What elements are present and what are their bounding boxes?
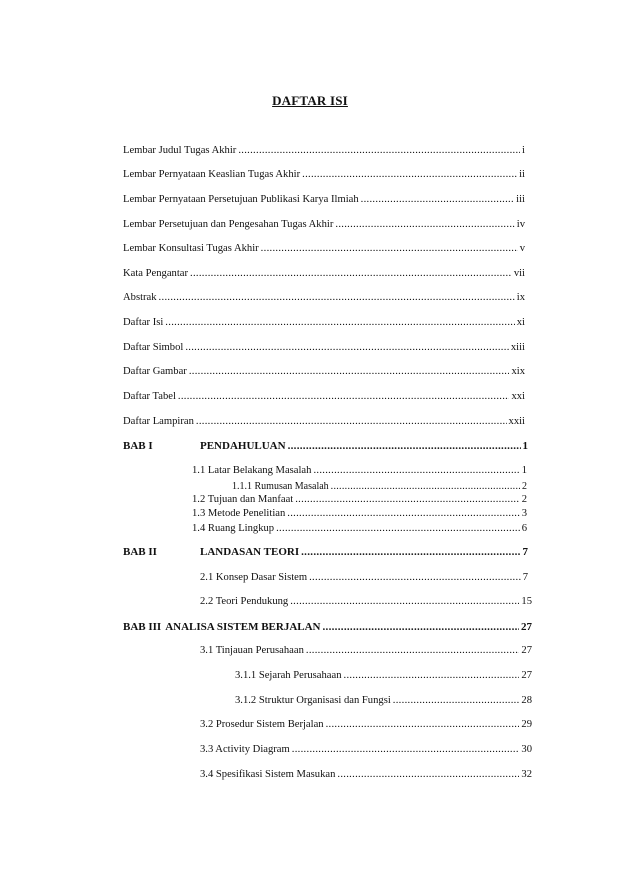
toc-entry[interactable] xyxy=(123,145,525,156)
toc-entry-page: xxi xyxy=(511,391,525,402)
dot-leader xyxy=(196,416,507,427)
toc-entry[interactable] xyxy=(123,342,525,353)
toc-entry[interactable] xyxy=(200,645,532,656)
toc-entry[interactable] xyxy=(232,481,527,492)
page-title: DAFTAR ISI xyxy=(272,93,348,108)
chapter-heading[interactable] xyxy=(123,546,528,558)
dot-leader xyxy=(306,645,520,656)
dot-leader xyxy=(331,481,520,492)
toc-entry[interactable] xyxy=(123,292,525,303)
toc-entry-label: Kata Pengantar xyxy=(123,268,189,279)
dot-leader xyxy=(393,695,520,706)
toc-entry-label: Abstrak xyxy=(123,292,157,303)
toc-entry[interactable] xyxy=(235,695,532,706)
dot-leader xyxy=(165,317,514,328)
chapter-title: ANALISA SISTEM BERJALAN xyxy=(165,621,321,633)
toc-entry[interactable] xyxy=(200,719,532,730)
toc-entry-label: Daftar Lampiran xyxy=(123,416,194,427)
dot-leader xyxy=(261,243,518,254)
toc-entry-page: xi xyxy=(516,317,525,328)
toc-entry-page: xxii xyxy=(508,416,525,427)
toc-entry[interactable] xyxy=(192,523,527,534)
dot-leader xyxy=(292,744,520,755)
dot-leader xyxy=(178,391,510,402)
dot-leader xyxy=(290,596,519,607)
toc-entry-label: Daftar Simbol xyxy=(123,342,184,353)
dot-leader xyxy=(337,769,519,780)
dot-leader xyxy=(189,366,510,377)
toc-entry-page: 15 xyxy=(521,596,532,607)
toc-entry-page: 32 xyxy=(521,769,532,780)
toc-entry-page: xix xyxy=(511,366,525,377)
toc-entry-label: 3.4 Spesifikasi Sistem Masukan xyxy=(200,769,336,780)
toc-entry-label: 1.1.1 Rumusan Masalah xyxy=(232,481,329,492)
toc-entry-page: 27 xyxy=(521,645,532,656)
toc-entry[interactable] xyxy=(192,508,527,519)
toc-entry-label: 1.2 Tujuan dan Manfaat xyxy=(192,494,294,505)
toc-entry-label: 3.1.2 Struktur Organisasi dan Fungsi xyxy=(235,695,391,706)
toc-entry-label: Daftar Tabel xyxy=(123,391,176,402)
toc-entry-page: 28 xyxy=(521,695,532,706)
toc-entry[interactable] xyxy=(123,194,525,205)
toc-entry-page: iii xyxy=(516,194,525,205)
toc-entry-label: 1.3 Metode Penelitian xyxy=(192,508,286,519)
chapter-code: BAB III xyxy=(123,621,162,633)
toc-entry[interactable] xyxy=(123,219,525,230)
dot-leader xyxy=(159,292,515,303)
toc-entry[interactable] xyxy=(123,317,525,328)
toc-entry-label: Lembar Judul Tugas Akhir xyxy=(123,145,237,156)
toc-entry[interactable] xyxy=(123,268,525,279)
chapter-code: BAB II xyxy=(123,546,157,558)
dot-leader xyxy=(313,465,519,476)
dot-leader xyxy=(238,145,520,156)
chapter-page: 27 xyxy=(521,621,532,633)
toc-entry-label: Lembar Pernyataan Keaslian Tugas Akhir xyxy=(123,169,301,180)
toc-entry-page: ix xyxy=(516,292,525,303)
toc-entry-page: 1 xyxy=(521,465,527,476)
toc-entry-label: 3.3 Activity Diagram xyxy=(200,744,290,755)
dot-leader xyxy=(185,342,509,353)
toc-entry-label: Lembar Persetujuan dan Pengesahan Tugas Akhir xyxy=(123,219,334,230)
dot-leader xyxy=(288,440,521,452)
chapter-title: PENDAHULUAN xyxy=(200,440,286,452)
toc-entry-label: 3.1.1 Sejarah Perusahaan xyxy=(235,670,342,681)
toc-entry[interactable] xyxy=(123,243,525,254)
toc-entry-page: 2 xyxy=(522,481,527,492)
toc-entry-label: Lembar Konsultasi Tugas Akhir xyxy=(123,243,259,254)
toc-entry-page: ii xyxy=(519,169,525,180)
toc-entry[interactable] xyxy=(192,465,527,476)
toc-entry[interactable] xyxy=(235,670,532,681)
dot-leader xyxy=(295,494,519,505)
toc-entry-label: Daftar Isi xyxy=(123,317,164,328)
dot-leader xyxy=(190,268,512,279)
toc-entry-page: 30 xyxy=(521,744,532,755)
toc-entry-page: iv xyxy=(516,219,525,230)
toc-entry-page: vii xyxy=(513,268,525,279)
toc-entry[interactable] xyxy=(200,769,532,780)
toc-entry[interactable] xyxy=(192,494,527,505)
dot-leader xyxy=(326,719,520,730)
toc-entry-page: 27 xyxy=(521,670,532,681)
chapter-page: 7 xyxy=(522,546,528,558)
dot-leader xyxy=(361,194,515,205)
toc-entry-label: 2.1 Konsep Dasar Sistem xyxy=(200,572,308,583)
toc-entry-page: 3 xyxy=(521,508,527,519)
toc-entry-page: 29 xyxy=(521,719,532,730)
toc-entry-label: 1.4 Ruang Lingkup xyxy=(192,523,275,534)
toc-entry[interactable] xyxy=(123,366,525,377)
toc-entry-label: 3.1 Tinjauan Perusahaan xyxy=(200,645,304,656)
toc-entry-page: v xyxy=(519,243,525,254)
dot-leader xyxy=(322,621,519,633)
toc-entry[interactable] xyxy=(123,391,525,402)
chapter-heading[interactable] xyxy=(123,440,528,452)
dot-leader xyxy=(309,572,521,583)
toc-entry-page: 2 xyxy=(521,494,527,505)
toc-entry-label: Daftar Gambar xyxy=(123,366,187,377)
dot-leader xyxy=(335,219,514,230)
dot-leader xyxy=(344,670,520,681)
chapter-heading[interactable] xyxy=(123,621,532,633)
toc-entry[interactable] xyxy=(123,169,525,180)
dot-leader xyxy=(302,169,517,180)
chapter-code: BAB I xyxy=(123,440,153,452)
toc-entry-label: 1.1 Latar Belakang Masalah xyxy=(192,465,312,476)
toc-entry-label: 2.2 Teori Pendukung xyxy=(200,596,289,607)
dot-leader xyxy=(276,523,520,534)
toc-entry-page: 6 xyxy=(521,523,527,534)
toc-entry-page: 7 xyxy=(522,572,528,583)
toc-entry[interactable] xyxy=(200,744,532,755)
chapter-page: 1 xyxy=(522,440,528,452)
chapter-title: LANDASAN TEORI xyxy=(200,546,300,558)
dot-leader xyxy=(301,546,520,558)
dot-leader xyxy=(287,508,519,519)
toc-entry-page: xiii xyxy=(510,342,525,353)
toc-entry[interactable] xyxy=(200,596,532,607)
toc-entry[interactable] xyxy=(200,572,528,583)
toc-entry-label: 3.2 Prosedur Sistem Berjalan xyxy=(200,719,324,730)
toc-entry-page: i xyxy=(522,145,525,156)
toc-entry-label: Lembar Pernyataan Persetujuan Publikasi Karya Ilmiah xyxy=(123,194,359,205)
toc-entry[interactable] xyxy=(123,416,525,427)
